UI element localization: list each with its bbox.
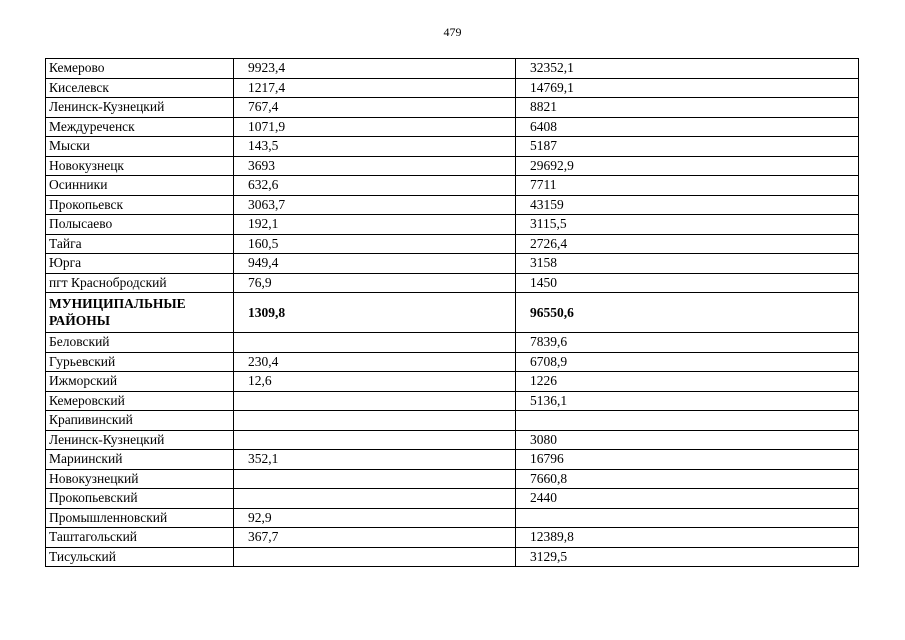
value-2-cell	[516, 411, 859, 431]
table-row	[46, 293, 859, 333]
table-row	[46, 333, 859, 353]
municipality-name-cell: Ленинск-Кузнецкий	[46, 430, 234, 450]
value-1-cell: 949,4	[234, 254, 516, 274]
municipality-name-cell: Мыски	[46, 137, 234, 157]
table-row	[46, 469, 859, 489]
value-1-cell: 3693	[234, 156, 516, 176]
value-2-cell: 6708,9	[516, 352, 859, 372]
value-1-cell	[234, 430, 516, 450]
value-1-cell: 352,1	[234, 450, 516, 470]
value-2-cell: 8821	[516, 98, 859, 118]
municipality-name-cell: Ленинск-Кузнецкий	[46, 98, 234, 118]
table-body	[46, 59, 859, 567]
value-2-cell: 5187	[516, 137, 859, 157]
table-row	[46, 156, 859, 176]
municipality-name-cell: Тисульский	[46, 547, 234, 567]
value-2-cell: 3080	[516, 430, 859, 450]
value-2-cell: 6408	[516, 117, 859, 137]
municipality-name-cell: Полысаево	[46, 215, 234, 235]
table-row	[46, 59, 859, 79]
value-2-cell: 32352,1	[516, 59, 859, 79]
municipality-name-cell: Беловский	[46, 333, 234, 353]
municipality-name-cell: Новокузнецкий	[46, 469, 234, 489]
value-2-cell	[516, 508, 859, 528]
value-1-cell: 76,9	[234, 273, 516, 293]
value-1-cell: 3063,7	[234, 195, 516, 215]
value-1-cell	[234, 489, 516, 509]
value-2-cell: 43159	[516, 195, 859, 215]
value-2-cell: 2726,4	[516, 234, 859, 254]
value-2-cell: 1226	[516, 372, 859, 392]
value-1-cell: 1309,8	[234, 293, 516, 333]
table-row	[46, 430, 859, 450]
municipality-name-cell: Таштагольский	[46, 528, 234, 548]
table-row	[46, 547, 859, 567]
table-row	[46, 78, 859, 98]
table-row	[46, 508, 859, 528]
municipality-name-cell: Крапивинский	[46, 411, 234, 431]
value-1-cell	[234, 333, 516, 353]
value-2-cell: 12389,8	[516, 528, 859, 548]
value-2-cell: 3115,5	[516, 215, 859, 235]
municipality-name-cell: Новокузнецк	[46, 156, 234, 176]
table-row	[46, 254, 859, 274]
page-number: 479	[443, 25, 462, 39]
value-2-cell: 7660,8	[516, 469, 859, 489]
municipality-name-cell: пгт Краснобродский	[46, 273, 234, 293]
value-1-cell: 1217,4	[234, 78, 516, 98]
municipality-name-cell: Прокопьевский	[46, 489, 234, 509]
table-row	[46, 528, 859, 548]
value-1-cell: 143,5	[234, 137, 516, 157]
value-1-cell: 1071,9	[234, 117, 516, 137]
municipality-name-cell: Тайга	[46, 234, 234, 254]
municipality-name-cell: Осинники	[46, 176, 234, 196]
table-row	[46, 215, 859, 235]
value-2-cell: 2440	[516, 489, 859, 509]
value-1-cell: 632,6	[234, 176, 516, 196]
municipality-name-cell: Юрга	[46, 254, 234, 274]
municipality-name-cell: МУНИЦИПАЛЬНЫЕ РАЙОНЫ	[46, 293, 234, 333]
value-2-cell: 7711	[516, 176, 859, 196]
table-row	[46, 117, 859, 137]
value-2-cell: 7839,6	[516, 333, 859, 353]
value-2-cell: 29692,9	[516, 156, 859, 176]
value-2-cell: 14769,1	[516, 78, 859, 98]
value-1-cell	[234, 391, 516, 411]
table-row	[46, 489, 859, 509]
table-row	[46, 137, 859, 157]
value-1-cell: 767,4	[234, 98, 516, 118]
value-1-cell: 12,6	[234, 372, 516, 392]
value-2-cell: 3129,5	[516, 547, 859, 567]
value-1-cell: 367,7	[234, 528, 516, 548]
value-1-cell: 230,4	[234, 352, 516, 372]
municipality-name-cell: Кемерово	[46, 59, 234, 79]
value-2-cell: 3158	[516, 254, 859, 274]
municipality-name-cell: Ижморский	[46, 372, 234, 392]
value-1-cell: 160,5	[234, 234, 516, 254]
municipality-name-cell: Междуреченск	[46, 117, 234, 137]
municipality-name-cell: Киселевск	[46, 78, 234, 98]
value-1-cell: 9923,4	[234, 59, 516, 79]
value-2-cell: 1450	[516, 273, 859, 293]
value-1-cell	[234, 547, 516, 567]
municipality-name-cell: Гурьевский	[46, 352, 234, 372]
value-1-cell	[234, 411, 516, 431]
municipality-name-cell: Промышленновский	[46, 508, 234, 528]
municipality-name-cell: Мариинский	[46, 450, 234, 470]
table-row	[46, 372, 859, 392]
table-row	[46, 195, 859, 215]
table-row	[46, 391, 859, 411]
municipality-name-cell: Прокопьевск	[46, 195, 234, 215]
value-2-cell: 5136,1	[516, 391, 859, 411]
table-row	[46, 273, 859, 293]
data-table	[45, 58, 859, 567]
value-1-cell: 192,1	[234, 215, 516, 235]
table-row	[46, 450, 859, 470]
value-2-cell: 96550,6	[516, 293, 859, 333]
municipality-name-cell: Кемеровский	[46, 391, 234, 411]
value-1-cell: 92,9	[234, 508, 516, 528]
value-1-cell	[234, 469, 516, 489]
table-row	[46, 176, 859, 196]
value-2-cell: 16796	[516, 450, 859, 470]
table-row	[46, 98, 859, 118]
table-row	[46, 234, 859, 254]
table-row	[46, 352, 859, 372]
table-row	[46, 411, 859, 431]
